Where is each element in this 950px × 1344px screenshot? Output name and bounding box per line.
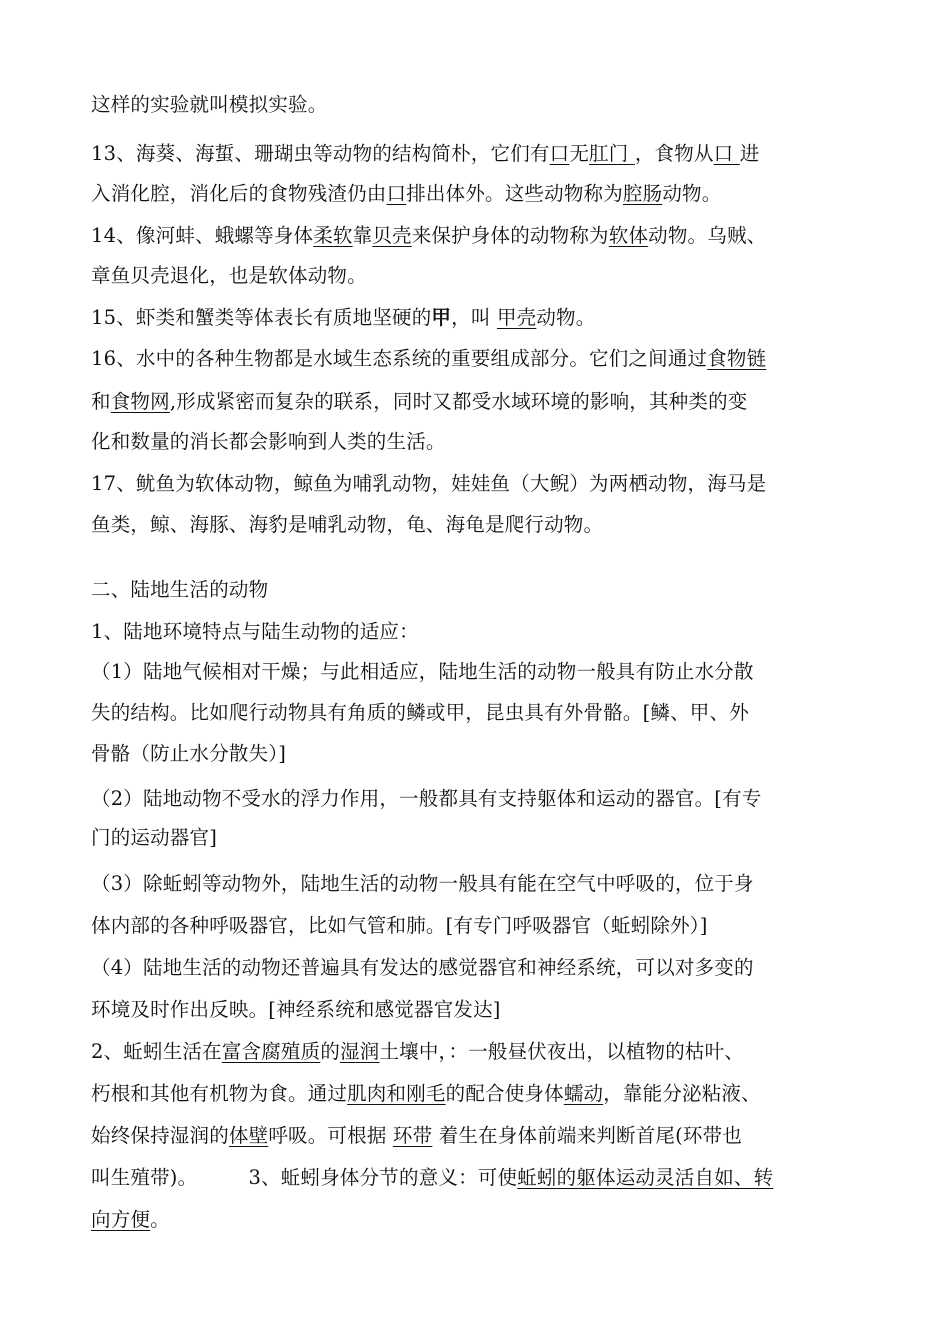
- answer-blank: 甲: [431, 306, 452, 329]
- text-line: 骨骼（防止水分散失）]: [91, 742, 287, 765]
- answer-blank: 软体: [608, 224, 649, 247]
- answer-blank: 体壁: [228, 1124, 269, 1147]
- text-line: 失的结构。比如爬行动物具有角质的鳞或甲，昆虫具有外骨骼。[鳞、甲、外: [91, 701, 749, 724]
- text-line: 章鱼贝壳退化，也是软体动物。: [91, 264, 367, 287]
- answer-blank: 柔软: [313, 224, 353, 247]
- text-line: 1、陆地环境特点与陆生动物的适应：: [91, 620, 419, 643]
- text-line: （3）除蚯蚓等动物外，陆地生活的动物一般具有能在空气中呼吸的，位于身: [91, 872, 754, 895]
- answer-blank: 腔肠: [622, 182, 663, 205]
- text-line: 这样的实验就叫模拟实验。: [91, 93, 328, 116]
- text-line: 环境及时作出反映。[神经系统和感觉器官发达]: [91, 998, 501, 1021]
- answer-blank: 贝壳: [372, 224, 412, 247]
- text-line: 门的运动器官]: [91, 826, 218, 849]
- answer-blank: 肌肉和刚毛: [347, 1082, 446, 1105]
- text-line: 13、海葵、海蜇、珊瑚虫等动物的结构简朴，它们有口无肛门 ，食物从口 进: [91, 142, 760, 165]
- answer-blank: 肛门: [589, 142, 635, 165]
- text-line: 朽根和其他有机物为食。通过肌肉和刚毛的配合使身体蠕动，靠能分泌粘液、: [91, 1082, 761, 1105]
- text-line: 向方便。: [91, 1208, 170, 1231]
- text-line: 始终保持湿润的体壁呼吸。可根据 环带 着生在身体前端来判断首尾(环带也: [91, 1124, 743, 1147]
- answer-blank: 蚯蚓的躯体运动灵活自如、转: [517, 1166, 774, 1189]
- text-line: 叫生殖带)。 3、蚯蚓身体分节的意义：可使蚯蚓的躯体运动灵活自如、转: [91, 1166, 774, 1189]
- answer-blank: 口: [549, 142, 570, 165]
- answer-blank: 向方便: [91, 1208, 151, 1231]
- text-line: 体内部的各种呼吸器官，比如气管和肺。[有专门呼吸器官（蚯蚓除外）]: [91, 914, 708, 937]
- text-line: 16、水中的各种生物都是水域生态系统的重要组成部分。它们之间通过食物链: [91, 347, 767, 370]
- answer-blank: 环带: [392, 1124, 433, 1147]
- answer-blank: 口: [713, 142, 740, 165]
- text-line: 17、鱿鱼为软体动物，鲸鱼为哺乳动物，娃娃鱼（大鲵）为两栖动物，海马是: [91, 472, 767, 495]
- section-heading: 二、陆地生活的动物: [91, 578, 269, 601]
- answer-blank: 富含腐殖质: [221, 1040, 321, 1063]
- text-line: 鱼类，鲸、海豚、海豹是哺乳动物，龟、海龟是爬行动物。: [91, 513, 604, 536]
- text-line: 和食物网,形成紧密而复杂的联系，同时又都受水域环境的影响，其种类的变: [91, 390, 748, 413]
- text-line: 2、蚯蚓生活在富含腐殖质的湿润土壤中，：一般昼伏夜出，以植物的枯叶、: [91, 1040, 744, 1063]
- text-line: （1）陆地气候相对干燥；与此相适应，陆地生活的动物一般具有防止水分散: [91, 660, 754, 683]
- answer-blank: 食物链: [707, 347, 767, 370]
- text-line: 入消化腔，消化后的食物残渣仍由口排出体外。这些动物称为腔肠动物。: [91, 182, 722, 205]
- text-line: （4）陆地生活的动物还普遍具有发达的感觉器官和神经系统，可以对多变的: [91, 956, 754, 979]
- answer-blank: 湿润: [340, 1040, 380, 1063]
- text-line: 14、像河蚌、蛾螺等身体柔软靠贝壳来保护身体的动物称为软体动物。乌贼、: [91, 224, 767, 247]
- text-line: 15、虾类和蟹类等体表长有质地坚硬的甲，叫 甲壳动物。: [91, 306, 596, 329]
- answer-blank: 蠕动: [563, 1082, 604, 1105]
- text-line: 化和数量的消长都会影响到人类的生活。: [91, 430, 446, 453]
- answer-blank: 食物网: [110, 390, 170, 413]
- answer-blank: 口: [386, 182, 407, 205]
- answer-blank: 甲壳: [496, 306, 537, 329]
- text-line: （2）陆地动物不受水的浮力作用，一般都具有支持躯体和运动的器官。[有专: [91, 787, 762, 810]
